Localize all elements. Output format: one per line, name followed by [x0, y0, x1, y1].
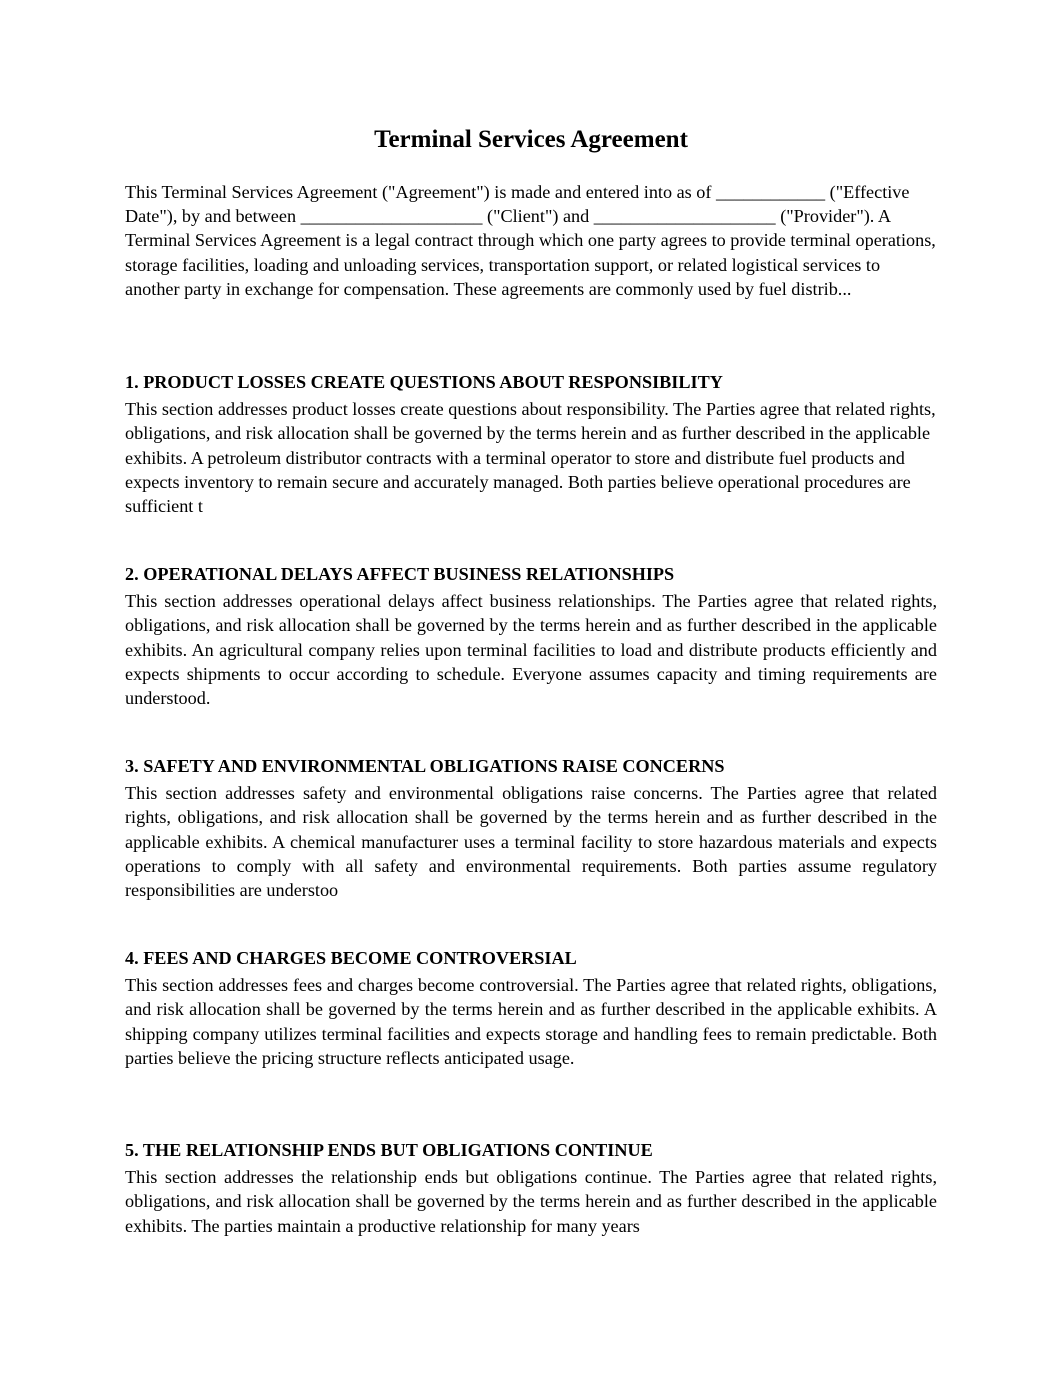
section-heading: 2. OPERATIONAL DELAYS AFFECT BUSINESS RELATIONSHIPS: [125, 564, 675, 584]
section-safety-environmental: [125, 754, 937, 902]
section-body: This section addresses fees and charges become controversial. The Parties agree that related rights, obligations, and risk allocation shall be governed by the terms herein and as further described in the applicable exhibits. A shipping company utilizes terminal facilities and expects storage and handling fees to remain predictable. Both parties believe the pricing structure reflects anticipated usage.: [125, 975, 937, 1068]
section-heading: 3. SAFETY AND ENVIRONMENTAL OBLIGATIONS RAISE CONCERNS: [125, 756, 725, 776]
intro-paragraph: This Terminal Services Agreement ("Agreement") is made and entered into as of ____________ ("Effective Date"), by and between ____________________ ("Client") and ____________________ ("Provider"). A Terminal Services Agreement is a legal contract through which one party agrees to provide terminal operations, storage facilities, loading and unloading services, transportation support, or related logistical services to another party in exchange for compensation. These agreements are commonly used by fuel distrib...: [125, 182, 936, 299]
section-body: This section addresses the relationship ends but obligations continue. The Parties agree that related rights, obligations, and risk allocation shall be governed by the terms herein and as further described in the applicable exhibits. The parties maintain a productive relationship for many years: [125, 1167, 937, 1236]
section-heading: 5. THE RELATIONSHIP ENDS BUT OBLIGATIONS CONTINUE: [125, 1140, 653, 1160]
section-operational-delays: [125, 562, 937, 710]
section-body: This section addresses operational delays affect business relationships. The Parties agree that related rights, obligations, and risk allocation shall be governed by the terms herein and as further described in the applicable exhibits. An agricultural company relies upon terminal facilities to load and distribute products efficiently and expects shipments to occur according to schedule. Everyone assumes capacity and timing requirements are understood.: [125, 591, 937, 709]
section-body: This section addresses product losses create questions about responsibility. The Parties agree that related rights, obligations, and risk allocation shall be governed by the terms herein and as further described in the applicable exhibits. A petroleum distributor contracts with a terminal operator to store and distribute fuel products and expects inventory to remain secure and accurately managed. Both parties believe operational procedures are sufficient t: [125, 399, 936, 517]
section-heading: 1. PRODUCT LOSSES CREATE QUESTIONS ABOUT RESPONSIBILITY: [125, 372, 723, 392]
section-product-losses: [125, 370, 937, 518]
document-title: Terminal Services Agreement: [374, 126, 688, 153]
section-body: This section addresses safety and environmental obligations raise concerns. The Parties agree that related rights, obligations, and risk allocation shall be governed by the terms herein and as further described in the applicable exhibits. A chemical manufacturer uses a terminal facility to store hazardous materials and expects operations to comply with all safety and environmental requirements. Both parties assume regulatory responsibilities are understoo: [125, 783, 937, 901]
section-heading: 4. FEES AND CHARGES BECOME CONTROVERSIAL: [125, 948, 577, 968]
section-fees-charges: [125, 946, 937, 1070]
section-relationship-ends: [125, 1138, 937, 1238]
